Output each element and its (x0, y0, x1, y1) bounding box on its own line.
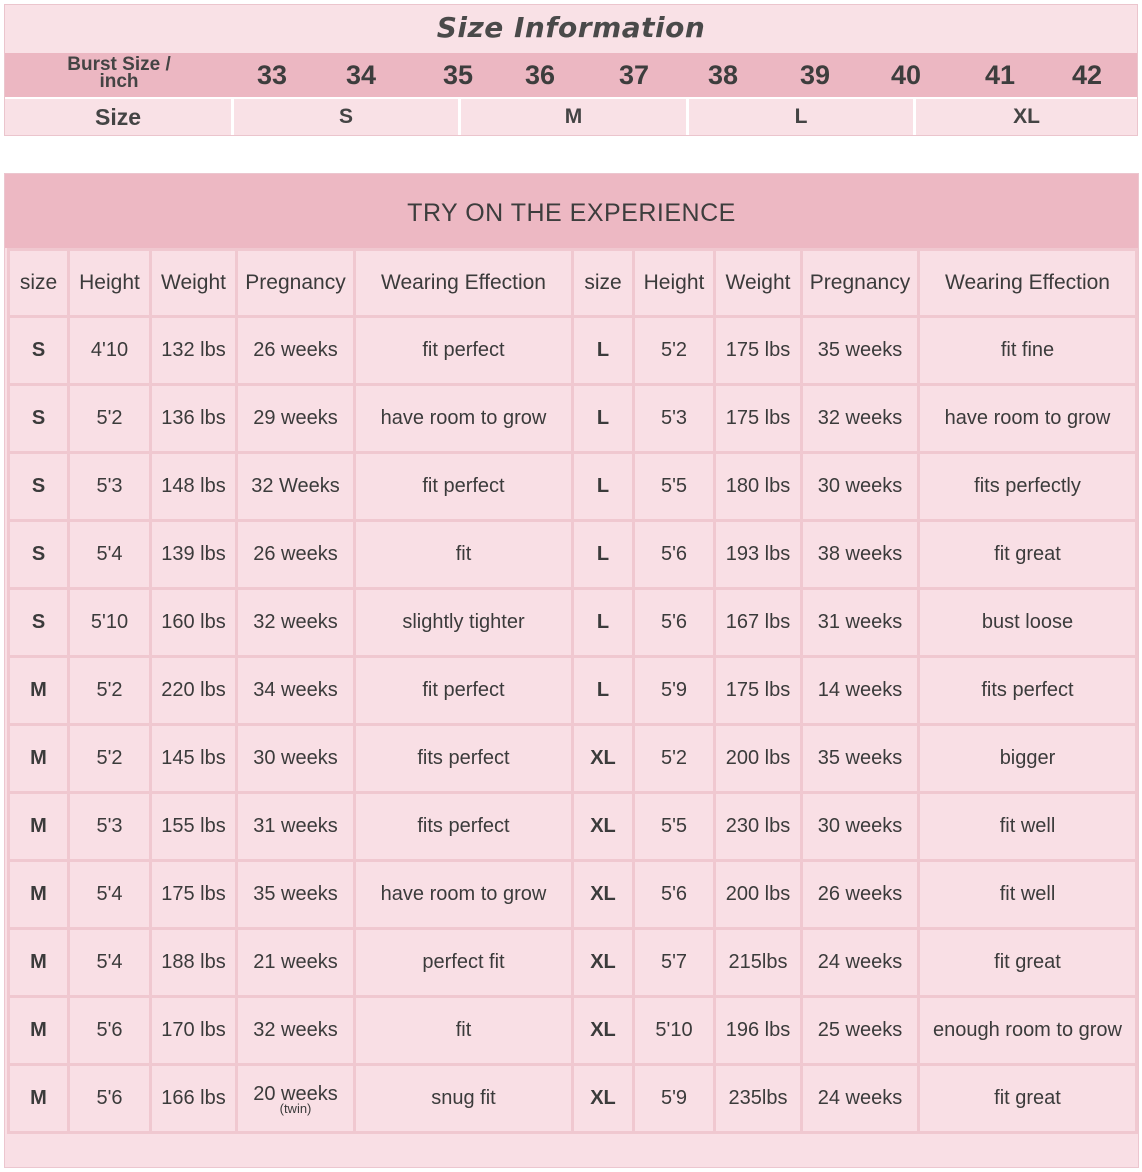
cell-weight-text: 170 lbs (161, 1019, 226, 1041)
cell-height-text: 5'2 (660, 747, 688, 769)
cell-height (634, 385, 715, 453)
cell-pregnancy-text: 32 weeks (253, 611, 338, 633)
cell-height-text: 5'10 (90, 611, 129, 633)
cell-pregnancy-text: 38 weeks (817, 543, 903, 565)
cell-pregnancy-text: 14 weeks (817, 679, 903, 701)
cell-effect-text: fit well (999, 883, 1056, 905)
header-size: size (573, 250, 634, 317)
cell-weight (151, 657, 237, 725)
cell-effect-text: fit perfect (422, 679, 505, 701)
cell-pregnancy (237, 929, 355, 997)
table-row (9, 657, 1137, 725)
cell-size (573, 725, 634, 793)
cell-pregnancy-text: 24 weeks (817, 1087, 903, 1109)
header-weight: Weight (151, 250, 237, 317)
cell-pregnancy (802, 725, 919, 793)
cell-weight (715, 521, 802, 589)
cell-height (634, 521, 715, 589)
cell-pregnancy (237, 725, 355, 793)
cell-pregnancy (237, 861, 355, 929)
table-row (9, 929, 1137, 997)
cell-size-text: L (596, 475, 610, 497)
cell-height (634, 317, 715, 385)
table-row (9, 589, 1137, 657)
cell-effect (919, 589, 1137, 657)
cell-pregnancy (237, 317, 355, 385)
cell-height (634, 657, 715, 725)
try-on-experience-title: TRY ON THE EXPERIENCE (5, 174, 1138, 248)
cell-size-text: M (30, 679, 47, 701)
cell-pregnancy (237, 657, 355, 725)
cell-size (9, 1065, 69, 1133)
cell-height (69, 317, 151, 385)
cell-effect (355, 657, 573, 725)
cell-height-text: 5'9 (660, 679, 688, 701)
cell-weight-text: 160 lbs (161, 611, 226, 633)
cell-weight-text: 230 lbs (725, 815, 791, 837)
cell-effect-text: fit great (994, 1087, 1061, 1109)
bust-size-value: 40 (890, 60, 922, 90)
cell-size (9, 385, 69, 453)
bust-size-value: 42 (1071, 60, 1103, 90)
cell-effect (919, 521, 1137, 589)
cell-weight-text: 188 lbs (161, 951, 226, 973)
cell-pregnancy (802, 521, 919, 589)
cell-weight (715, 725, 802, 793)
cell-size-text: L (596, 543, 610, 565)
cell-effect (355, 317, 573, 385)
cell-height-text: 5'3 (660, 407, 688, 429)
bust-size-value: 34 (345, 60, 377, 90)
cell-size-text: XL (590, 883, 616, 905)
cell-height (634, 1065, 715, 1133)
cell-size (9, 929, 69, 997)
cell-size-text: S (31, 543, 46, 565)
cell-effect (919, 725, 1137, 793)
cell-pregnancy-text: 25 weeks (817, 1019, 903, 1041)
cell-size (9, 861, 69, 929)
cell-effect-text: slightly tighter (402, 611, 525, 633)
cell-size (573, 317, 634, 385)
cell-weight (715, 997, 802, 1065)
table-row (9, 997, 1137, 1065)
cell-height (69, 997, 151, 1065)
cell-weight (151, 521, 237, 589)
cell-height-text: 5'10 (655, 1019, 693, 1041)
cell-pregnancy (802, 589, 919, 657)
cell-size-text: L (596, 679, 610, 701)
cell-pregnancy (237, 589, 355, 657)
cell-effect-text: fits perfect (417, 815, 510, 837)
bust-size-value: 38 (707, 60, 739, 90)
cell-weight (151, 317, 237, 385)
cell-effect (919, 317, 1137, 385)
cell-pregnancy (802, 453, 919, 521)
cell-pregnancy-text: 30 weeks (253, 747, 338, 769)
cell-size-text: XL (590, 815, 616, 837)
cell-pregnancy-text: 20 weeks (253, 1082, 338, 1105)
cell-effect (355, 589, 573, 657)
cell-size (573, 861, 634, 929)
cell-pregnancy-text: 31 weeks (817, 611, 903, 633)
cell-height-text: 5'9 (660, 1087, 688, 1109)
cell-pregnancy-text: 26 weeks (817, 883, 903, 905)
cell-height-text: 5'7 (660, 951, 688, 973)
cell-size (573, 997, 634, 1065)
cell-pregnancy (237, 521, 355, 589)
cell-weight-text: 235lbs (728, 1087, 788, 1109)
cell-size-text: M (30, 747, 47, 769)
cell-size (573, 589, 634, 657)
cell-weight-text: 196 lbs (725, 1019, 791, 1041)
bust-size-value: 37 (618, 60, 650, 90)
cell-height-text: 5'5 (660, 475, 688, 497)
cell-size-text: L (596, 407, 610, 429)
cell-weight-text: 175 lbs (725, 339, 791, 361)
cell-effect-text: enough room to grow (932, 1019, 1122, 1041)
header-wearing-effection: Wearing Effection (355, 250, 573, 317)
table-row (9, 385, 1137, 453)
cell-height (69, 861, 151, 929)
cell-weight-text: 200 lbs (725, 747, 791, 769)
table-row (9, 521, 1137, 589)
try-on-experience-table (4, 173, 1139, 1168)
cell-size-text: XL (590, 1087, 616, 1109)
cell-effect (355, 1065, 573, 1133)
cell-effect (355, 997, 573, 1065)
cell-effect (919, 793, 1137, 861)
cell-pregnancy (802, 1065, 919, 1133)
header-pregnancy: Pregnancy (237, 250, 355, 317)
cell-height-text: 5'4 (96, 543, 123, 565)
cell-effect (355, 929, 573, 997)
cell-weight (715, 861, 802, 929)
header-size: size (9, 250, 69, 317)
cell-size (9, 997, 69, 1065)
cell-size-text: XL (590, 951, 616, 973)
cell-height (69, 657, 151, 725)
cell-pregnancy (802, 317, 919, 385)
cell-effect-text: fit great (994, 951, 1061, 973)
cell-pregnancy (802, 385, 919, 453)
cell-height-text: 5'6 (660, 611, 688, 633)
cell-pregnancy-text: 26 weeks (253, 339, 338, 361)
header-row (9, 250, 1137, 317)
cell-effect (919, 453, 1137, 521)
cell-height-text: 5'2 (96, 747, 123, 769)
cell-size-text: L (596, 611, 610, 633)
cell-pregnancy-text: 34 weeks (253, 679, 338, 701)
cell-effect (919, 997, 1137, 1065)
cell-height (69, 453, 151, 521)
cell-pregnancy-text: 35 weeks (253, 883, 338, 905)
bust-size-label (5, 56, 233, 90)
cell-weight-text: 166 lbs (161, 1087, 226, 1109)
cell-pregnancy-text: 35 weeks (817, 747, 903, 769)
cell-weight (151, 929, 237, 997)
cell-pregnancy (237, 1065, 355, 1133)
cell-size (9, 453, 69, 521)
cell-size (9, 589, 69, 657)
cell-size-text: M (30, 883, 47, 905)
cell-effect (355, 385, 573, 453)
cell-weight-text: 180 lbs (725, 475, 791, 497)
cell-size (573, 1065, 634, 1133)
cell-effect-text: fit great (994, 543, 1061, 565)
cell-height-text: 5'3 (96, 815, 123, 837)
cell-size (9, 521, 69, 589)
cell-effect-text: perfect fit (422, 951, 505, 973)
cell-effect (355, 453, 573, 521)
cell-weight (715, 929, 802, 997)
cell-effect-text: fits perfect (417, 747, 510, 769)
cell-height-text: 5'2 (660, 339, 688, 361)
cell-height (634, 589, 715, 657)
cell-height (69, 1065, 151, 1133)
cell-pregnancy-text: 35 weeks (817, 339, 903, 361)
cell-weight (151, 589, 237, 657)
cell-pregnancy (237, 453, 355, 521)
cell-effect (919, 385, 1137, 453)
cell-weight-text: 193 lbs (725, 543, 791, 565)
cell-weight (151, 453, 237, 521)
size-m: M (461, 99, 689, 135)
cell-size-text: M (30, 815, 47, 837)
cell-effect-text: have room to grow (380, 407, 547, 429)
cell-effect-text: fit well (999, 815, 1056, 837)
cell-pregnancy-text: 30 weeks (817, 815, 903, 837)
header-pregnancy: Pregnancy (802, 250, 919, 317)
cell-effect-text: fit fine (1000, 339, 1055, 361)
cell-pregnancy-text: 32 weeks (817, 407, 903, 429)
bust-size-value: 41 (984, 60, 1016, 90)
cell-effect-text: fit (455, 1019, 472, 1041)
cell-weight (151, 1065, 237, 1133)
header-height: Height (69, 250, 151, 317)
cell-height (634, 861, 715, 929)
cell-weight-text: 215lbs (728, 951, 788, 973)
cell-size (573, 453, 634, 521)
cell-pregnancy (802, 657, 919, 725)
cell-effect-text: have room to grow (944, 407, 1111, 429)
cell-effect-text: fits perfectly (974, 475, 1081, 497)
cell-pregnancy-text: 21 weeks (253, 951, 338, 973)
cell-weight-text: 145 lbs (161, 747, 226, 769)
cell-size (9, 657, 69, 725)
cell-size-text: M (30, 1087, 47, 1109)
cell-weight (151, 997, 237, 1065)
cell-weight (715, 793, 802, 861)
cell-height (69, 589, 151, 657)
table-row (9, 861, 1137, 929)
cell-size-text: S (31, 339, 46, 361)
cell-size (573, 793, 634, 861)
cell-height-text: 5'3 (96, 475, 123, 497)
table-row (9, 453, 1137, 521)
cell-weight (715, 453, 802, 521)
cell-effect (355, 521, 573, 589)
size-s: S (234, 99, 461, 135)
cell-weight-text: 167 lbs (725, 611, 791, 633)
cell-pregnancy (802, 793, 919, 861)
experience-table (7, 248, 1138, 1134)
cell-effect (919, 1065, 1137, 1133)
bust-size-label-line2: inch (99, 71, 139, 92)
cell-weight (151, 793, 237, 861)
size-row-label: Size (5, 99, 234, 135)
cell-weight-text: 175 lbs (725, 407, 791, 429)
size-information-table (4, 4, 1138, 136)
cell-pregnancy-text: 30 weeks (817, 475, 903, 497)
cell-height-text: 5'6 (660, 883, 688, 905)
bust-size-value: 35 (442, 60, 474, 90)
cell-weight-text: 132 lbs (161, 339, 226, 361)
cell-weight-text: 175 lbs (725, 679, 791, 701)
cell-height-text: 5'5 (660, 815, 688, 837)
cell-effect-text: fit (455, 543, 472, 565)
header-weight: Weight (715, 250, 802, 317)
cell-size (573, 521, 634, 589)
cell-effect (355, 725, 573, 793)
cell-height (69, 725, 151, 793)
table-row (9, 317, 1137, 385)
cell-height-text: 5'4 (96, 883, 123, 905)
cell-effect (919, 657, 1137, 725)
cell-height-text: 5'6 (96, 1019, 123, 1041)
cell-weight-text: 155 lbs (161, 815, 226, 837)
cell-pregnancy-text: 26 weeks (253, 543, 338, 565)
size-l: L (689, 99, 916, 135)
cell-weight (715, 385, 802, 453)
table-row (9, 1065, 1137, 1133)
cell-pregnancy (237, 793, 355, 861)
table-row (9, 793, 1137, 861)
cell-pregnancy-text: 32 weeks (253, 1019, 338, 1041)
cell-weight (715, 317, 802, 385)
cell-effect (919, 861, 1137, 929)
cell-size-text: L (596, 339, 610, 361)
size-row (5, 99, 1137, 135)
cell-height (69, 521, 151, 589)
bust-size-label-line1: Burst Size / (67, 54, 171, 75)
cell-weight (715, 589, 802, 657)
cell-weight-text: 139 lbs (161, 543, 226, 565)
cell-size (9, 793, 69, 861)
cell-height-text: 5'2 (96, 407, 123, 429)
size-xl: XL (1013, 105, 1040, 128)
cell-effect-text: fit perfect (422, 475, 505, 497)
table-row (9, 725, 1137, 793)
cell-effect-text: bigger (999, 747, 1056, 769)
cell-effect-text: fits perfect (981, 679, 1074, 701)
pregnancy-note: (twin) (279, 1100, 312, 1116)
cell-pregnancy-text: 24 weeks (817, 951, 903, 973)
cell-size-text: S (31, 407, 46, 429)
cell-size-text: S (31, 611, 46, 633)
cell-size-text: M (30, 1019, 47, 1041)
cell-height-text: 5'6 (96, 1087, 123, 1109)
cell-pregnancy (237, 385, 355, 453)
bust-size-row (5, 53, 1137, 99)
cell-pregnancy (802, 997, 919, 1065)
size-information-title: Size Information (436, 11, 706, 44)
cell-height (634, 997, 715, 1065)
cell-size (9, 317, 69, 385)
cell-size-text: S (31, 475, 46, 497)
header-height: Height (634, 250, 715, 317)
cell-pregnancy (802, 861, 919, 929)
bust-size-value: 33 (256, 60, 288, 90)
cell-weight-text: 220 lbs (161, 679, 226, 701)
cell-weight (151, 385, 237, 453)
cell-effect (919, 929, 1137, 997)
cell-size (9, 725, 69, 793)
cell-size-text: XL (590, 1019, 616, 1041)
bust-size-value: 36 (524, 60, 556, 90)
cell-size-text: M (30, 951, 47, 973)
cell-height (69, 793, 151, 861)
cell-effect-text: fit perfect (422, 339, 505, 361)
cell-weight (151, 725, 237, 793)
cell-height (69, 385, 151, 453)
cell-effect (355, 861, 573, 929)
cell-size (573, 385, 634, 453)
cell-size (573, 657, 634, 725)
cell-weight (715, 1065, 802, 1133)
header-wearing-effection: Wearing Effection (919, 250, 1137, 317)
cell-weight-text: 148 lbs (161, 475, 226, 497)
cell-pregnancy (237, 997, 355, 1065)
cell-height (634, 725, 715, 793)
cell-height (634, 793, 715, 861)
cell-effect (355, 793, 573, 861)
cell-weight-text: 136 lbs (161, 407, 226, 429)
cell-height-text: 4'10 (90, 339, 129, 361)
cell-size (573, 929, 634, 997)
cell-effect-text: have room to grow (380, 883, 547, 905)
cell-pregnancy-text: 32 Weeks (251, 475, 340, 497)
cell-height (634, 929, 715, 997)
cell-height (69, 929, 151, 997)
cell-weight-text: 175 lbs (161, 883, 226, 905)
cell-effect-text: bust loose (981, 611, 1074, 633)
bust-size-value: 39 (799, 60, 831, 90)
cell-weight (151, 861, 237, 929)
cell-height-text: 5'2 (96, 679, 123, 701)
cell-weight (715, 657, 802, 725)
cell-pregnancy-text: 29 weeks (253, 407, 338, 429)
cell-size-text: XL (590, 747, 616, 769)
cell-height (634, 453, 715, 521)
cell-effect-text: snug fit (431, 1087, 496, 1109)
cell-pregnancy-text: 31 weeks (253, 815, 338, 837)
cell-height-text: 5'6 (660, 543, 688, 565)
cell-pregnancy (802, 929, 919, 997)
cell-height-text: 5'4 (96, 951, 123, 973)
cell-weight-text: 200 lbs (725, 883, 791, 905)
